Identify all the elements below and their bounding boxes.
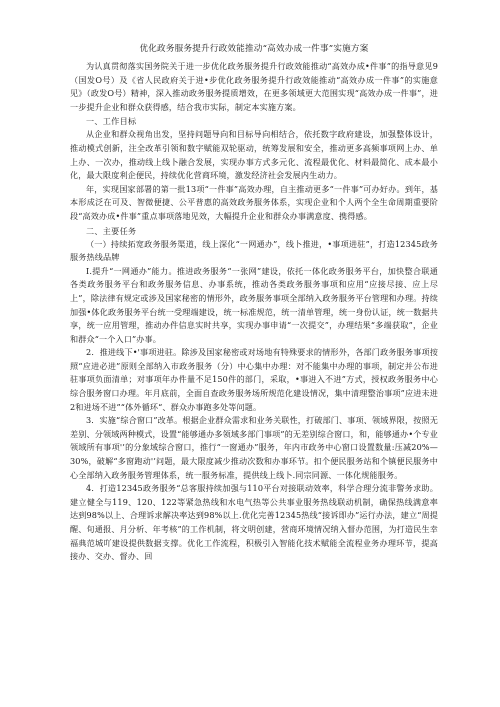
section-heading-tasks: 二、主要任务 [86,225,137,236]
task-item-1: I.提升“一网通办”能力。推进政务服务“一张网”建设，依托一体化政务服务平台，加快整合联通各类政务服务平台和政务服务信息、办事系统，推动各类政务服务事项和应用“应接尽接、应上尽上”，除法律有规定或涉及国家秘密的情形外，政务服务事项全部纳入政务服务平台管理和办理。持续加强•体化政务服务平台统一受理端建设，统一标准规范，统一清单管理，统一身份认证，统一数据共享，统一应用管理，推动办件信息实时共享，实现办事申请“一次提交”，办理结果“多端获取”，企业和群众“一个入口”办事。 [70,265,438,344]
task-item-3: 3．实施“综合窗口”改革。根据企业群众需求和业务关联性，打破部门、事项、领域界限，按照无差别、分领域两种模式，设置“能够通办多领域多部门事项”的无差别综合窗口，和，能够通办•个专业领域所有事项'’的分象域综合窗口，推行“一窗通办”服务，年内市政务中心窗口设置数量:压减20%—30%，破解“多窗跑动'’问题，最大限度减少推动次数和办事环节。扣个便民服务站和个镇便民服务中心全部纳入政务服务管理体系，统一服务标准，提供线上线卜.同宗同源、一体化规能服务。 [70,415,438,480]
document-title: 优化政务服务提升行政效能推动“高效办成一件事”实施方案 [139,44,369,54]
goals-paragraph-1: 从企业和群众视角出发，坚持问题导向和目标导向相结合，依托数字政府建设，加强整体设计，推动模式创新，注全改革引领和数字赋能双轮驱动，统筹发展和安全，推动更多高频事项网上办、单上办、一次办，推动线上线卜融合发展，实现办事方式多元化、流程最优化、材料最简化、成本最小化，最大限度利企便民，持续优化营商环境，激发经济社会发展内生动力。 [70,129,438,181]
section-heading-goals: 一、工作目标 [86,116,137,127]
task-item-4: 4．打造12345政务服务“总客服持续加强与110平台对接联动效率，科学合理分流非警务求助。建立健全与119、120、122等紧急热线和水电气热等公共事业服务热线联动机制，确保热线满意率达到98%以上、合理诉求解决率达到98%以上.优化完善12345热线“接诉即办”运行办法，建立“周提醒、旬通报、月分析、年考核”的工作机制，将文明创建，营商环境情况纳入督办范围，为打造民生幸福典范城吖建设提供数据支撑。优化工作流程，积极引入智能化技术赋能全流程业务办理环节，提高接办、交办、督办、回 [70,483,438,562]
task-item-2: 2．推进线下•'事项进驻。除涉及国家秘密或对场地有特殊要求的情形外，各部门政务服务事项按照“应进必进”原则全部纳入市政务服务（分）中心集中办理：对不能集中办理的事项，制定并公布进驻事项负面清单；对事项年办件量不足150件的部门，采取，•事进入不进”方式，授权政务服务中心综合服务窗口办理。年月底前，全面自查政务服务场所规范化建设情况，集中清理整治事项”应进未进2和进场不进”“体外循环“、群众办事跑多处等问题。 [70,347,438,412]
intro-paragraph: 为认真贯彻落实国务院关于进一步优化政务服务提升行政效能推动“高效办成•件事”的指导意见9（国发O号）及《省人民政府关于进•步优化政务服务提升行政效能推动“高效办成一件事”的实施意见》（政发O号）精神，深入推动政务服务提质增效，在更多领域更大范围实现“高效办成一件事”，进一步提升企业和群众获得感，结合我市实际，制定本实施方案。 [70,61,438,112]
subsection-heading-1: （一）持续拓宽政务服务渠道，线上深化“一网通办”，线卜推进，•事项进驻”，打造12345政务服务热线品牌 [70,238,438,263]
goals-paragraph-2: 年，实现国家部署的第一批13项“一件事”高效办理，自主推动更多“一件事”可办好办。到年，基本形成泛在可及、智微便捷、公平普惠的高效政务服务体系，实现企业和个人两个全生命周期重要阶段“高效办成•件事”重点事项落地见效，大幅提升企业和群众办事满意度、携得感。 [70,183,438,221]
